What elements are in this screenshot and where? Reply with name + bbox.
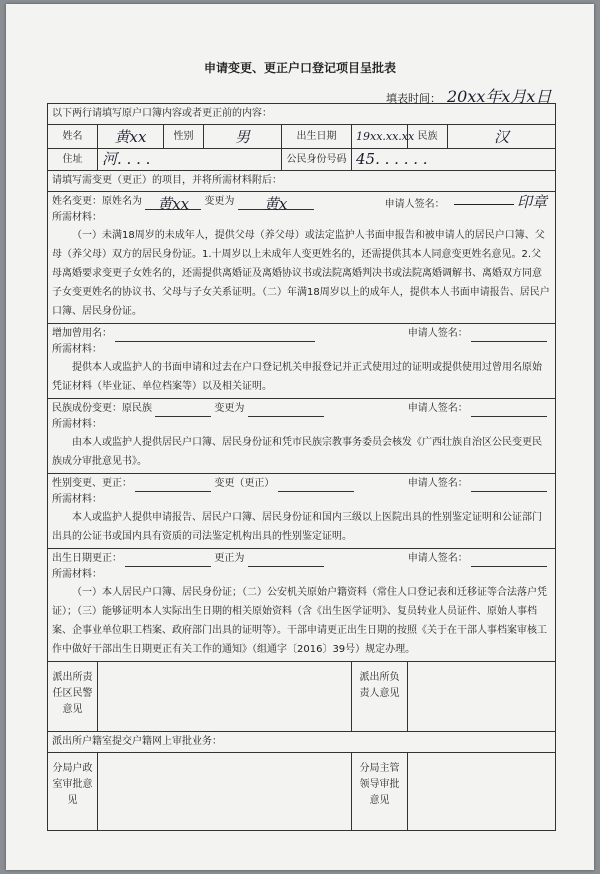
dob-change-to-label: 更正为 (214, 553, 245, 564)
name-change-signature[interactable]: 印章 (516, 193, 547, 211)
used-name-materials-label: 所需材料： (52, 344, 102, 355)
ethnic-change-sig-label: 申请人签名： (407, 403, 468, 414)
station-head-opinion-label: 派出所负责人意见 (352, 662, 408, 732)
application-table (47, 103, 556, 831)
ethnic-value[interactable]: 汉 (448, 125, 556, 149)
address-value[interactable]: 河. . . . (98, 149, 282, 171)
form-title: 申请变更、更正户口登记项目呈批表 (203, 61, 396, 75)
gender-value[interactable]: 男 (204, 125, 282, 149)
dob-value[interactable]: 19xx.xx.xx (352, 125, 408, 149)
old-gender-field[interactable] (135, 478, 211, 492)
branch-dept-opinion-field[interactable] (98, 753, 352, 831)
name-change-materials: （一）未满18周岁的未成年人，提供父母（养父母）或法定监护人书面申报告和被申请人的居民户口簿、父母（养父母）双方的居民身份证。1.十周岁以上未成年人变更姓名的，还需提供其本人同意变更姓名意见。2.父母离婚要求变更子女姓名的，还需提供离婚证及离婚协议书或法院离婚判决书或法院离婚调解书、离婚双方同意子女变更姓名的协议书、父母与子女关系证明。（二）年满18周岁以上的成年人，提供本人书面申请报告、居民户口簿、居民身份证。 (52, 230, 550, 317)
dob-change-materials: （一）本人居民户口簿、居民身份证；（二）公安机关原始户籍资料（常住人口登记表和迁移证等合法落户凭证）；（三）能够证明本人实际出生日期的相关原始资料（含《出生医学证明》、复员转业人员证件、原始人事档案、企事业单位职工档案、政府部门出具的证明等）。干部申请更正出生日期的按照《关于在干部人事档案审核工作中做好干部出生日期更正有关工作的通知》（组通字〔2016〕39号）规定办理。 (52, 587, 547, 655)
ethnic-change-label: 民族成份变更：原民族 (52, 403, 152, 414)
new-ethnic-field[interactable] (248, 403, 324, 417)
gender-change-signature[interactable] (471, 478, 547, 492)
ethnic-change-materials: 由本人或监护人提供居民户口簿、居民身份证和凭市民族宗教事务委员会核发《广西壮族自治区公民变更民族成分审批意见书》。 (52, 437, 542, 467)
dob-change-materials-label: 所需材料： (52, 569, 102, 580)
police-opinion-label: 派出所责任区民警意见 (48, 662, 98, 732)
old-name-field[interactable]: 黄xx (145, 196, 201, 210)
ethnic-change-signature[interactable] (471, 403, 547, 417)
used-name-sig-label: 申请人签名： (407, 328, 468, 339)
new-gender-field[interactable] (278, 478, 354, 492)
dob-change-section (48, 549, 556, 662)
branch-leader-opinion-label: 分局主管领导审批意见 (352, 753, 408, 831)
used-name-field[interactable] (115, 328, 315, 342)
name-change-sig-label: 申请人签名： (384, 199, 445, 210)
ethnic-change-materials-label: 所需材料： (52, 419, 102, 430)
name-change-section (48, 192, 556, 324)
gender-change-to-label: 变更（更正） (214, 478, 275, 489)
online-approval-row: 派出所户籍室提交户籍网上审批业务： (48, 732, 556, 753)
used-name-signature[interactable] (471, 328, 547, 342)
dob-change-signature[interactable] (471, 553, 547, 567)
id-number-value[interactable]: 45. . . . . . (352, 149, 556, 171)
old-dob-field[interactable] (125, 553, 211, 567)
gender-change-section (48, 474, 556, 549)
old-ethnic-field[interactable] (155, 403, 211, 417)
name-change-label: 姓名变更：原姓名为 (52, 196, 142, 207)
ethnic-label: 民族 (408, 125, 448, 149)
name-value[interactable]: 黄xx (98, 125, 164, 149)
gender-change-sig-label: 申请人签名： (407, 478, 468, 489)
name-label: 姓名 (48, 125, 98, 149)
id-number-label: 公民身份号码 (282, 149, 352, 171)
name-change-materials-label: 所需材料： (52, 212, 102, 223)
gender-change-materials-label: 所需材料： (52, 494, 102, 505)
police-opinion-field[interactable] (98, 662, 352, 732)
used-name-section (48, 324, 556, 399)
new-dob-field[interactable] (248, 553, 324, 567)
signature-stroke (454, 204, 514, 205)
change-intro: 请填写需变更（更正）的项目，并将所需材料附后： (48, 171, 556, 192)
branch-dept-opinion-label: 分局户政室审批意见 (48, 753, 98, 831)
new-name-field[interactable]: 黄x (238, 196, 314, 210)
dob-label: 出生日期 (282, 125, 352, 149)
used-name-label: 增加曾用名： (52, 328, 112, 339)
ethnic-change-section (48, 399, 556, 474)
dob-change-label: 出生日期更正： (52, 553, 122, 564)
station-head-opinion-field[interactable] (408, 662, 556, 732)
ethnic-change-to-label: 变更为 (214, 403, 245, 414)
branch-leader-opinion-field[interactable] (408, 753, 556, 831)
fill-date-value[interactable]: 20xx年x月x日 (447, 87, 552, 106)
address-label: 住址 (48, 149, 98, 171)
dob-change-sig-label: 申请人签名： (407, 553, 468, 564)
intro-row: 以下两行请填写原户口簿内容或者更正前的内容： (48, 104, 556, 125)
fill-date-label: 填表时间： (386, 92, 441, 105)
used-name-materials: 提供本人或监护人的书面申请和过去在户口登记机关申报登记并正式使用过的证明或提供使用过曾用名原始凭证材料（毕业证、单位档案等）以及相关证明。 (52, 362, 542, 392)
gender-change-materials: 本人或监护人提供申请报告、居民户口簿、居民身份证和国内三级以上医院出具的性别鉴定证明和公证部门出具的公证书或国内具有资质的司法鉴定机构出具的性别鉴定证明。 (52, 512, 542, 542)
gender-label: 性别 (164, 125, 204, 149)
name-change-to-label: 变更为 (204, 196, 235, 207)
gender-change-label: 性别变更、更正： (52, 478, 132, 489)
